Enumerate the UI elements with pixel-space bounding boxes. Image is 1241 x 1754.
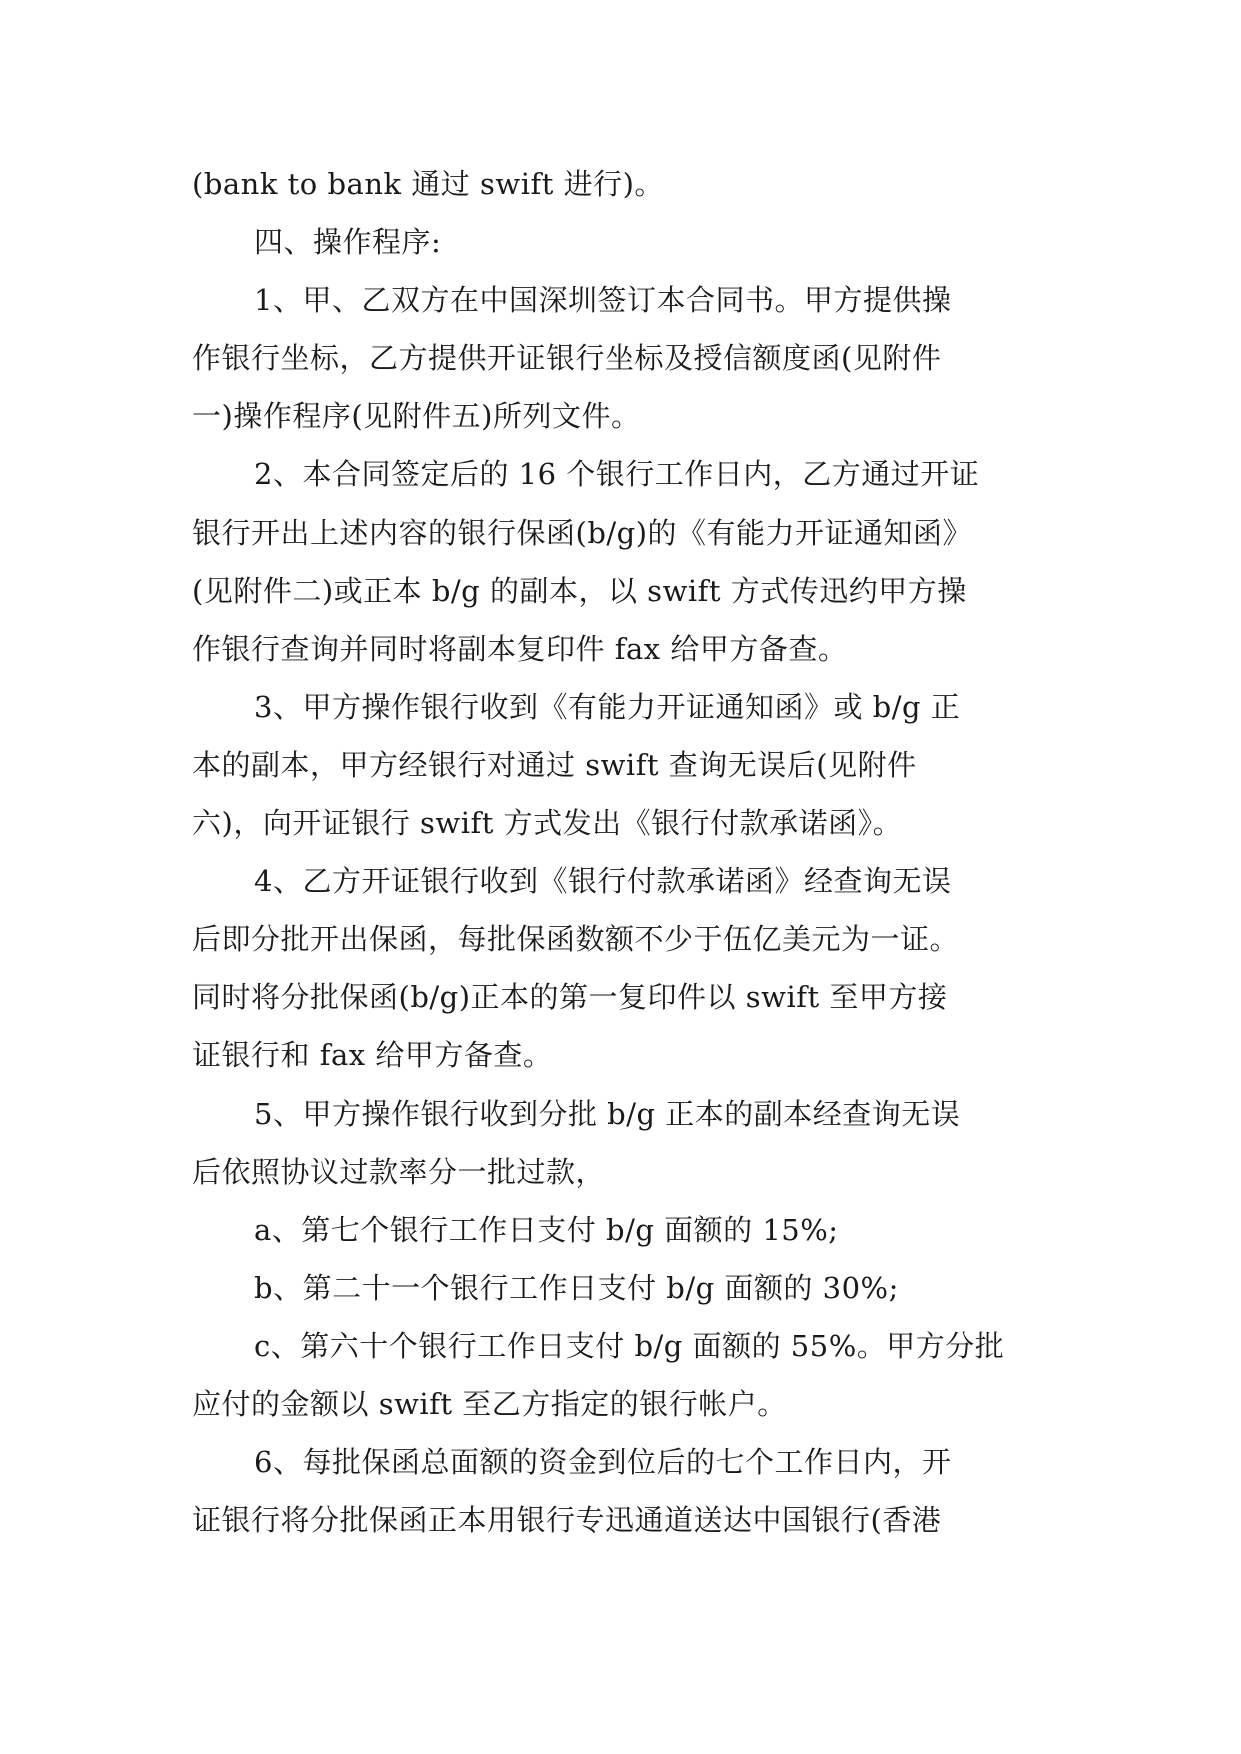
text-line: (见附件二)或正本 b/g 的副本，以 swift 方式传迅约甲方操	[192, 573, 967, 608]
text-line: 银行开出上述内容的银行保函(b/g)的《有能力开证通知函》	[192, 515, 973, 550]
text-line: 3、甲方操作银行收到《有能力开证通知函》或 b/g 正	[254, 689, 961, 724]
text-line: 5、甲方操作银行收到分批 b/g 正本的副本经查询无误	[254, 1096, 961, 1131]
text-line: 1、甲、乙双方在中国深圳签订本合同书。甲方提供操	[254, 283, 952, 318]
document-body	[192, 155, 1052, 1549]
text-line: a、第七个银行工作日支付 b/g 面额的 15%;	[254, 1212, 839, 1247]
text-line: 6、每批保函总面额的资金到位后的七个工作日内，开	[254, 1445, 952, 1480]
text-line: b、第二十一个银行工作日支付 b/g 面额的 30%;	[254, 1270, 899, 1305]
text-line: 本的副本，甲方经银行对通过 swift 查询无误后(见附件	[192, 747, 917, 782]
text-line: 作银行坐标，乙方提供开证银行坐标及授信额度函(见附件	[192, 341, 942, 376]
text-line: 证银行将分批保函正本用银行专迅通道送达中国银行(香港	[192, 1503, 942, 1538]
text-line: 作银行查询并同时将副本复印件 fax 给甲方备查。	[192, 631, 848, 666]
text-line: c、第六十个银行工作日支付 b/g 面额的 55%。甲方分批	[254, 1328, 1005, 1363]
text-line: 4、乙方开证银行收到《银行付款承诺函》经查询无误	[254, 864, 952, 899]
text-line: 一)操作程序(见附件五)所列文件。	[192, 399, 641, 434]
text-line: 六)，向开证银行 swift 方式发出《银行付款承诺函》。	[192, 806, 903, 841]
text-line: 应付的金额以 swift 至乙方指定的银行帐户。	[192, 1386, 787, 1421]
text-line: 后即分批开出保函，每批保函数额不少于伍亿美元为一证。	[192, 922, 960, 957]
text-line: 后依照协议过款率分一批过款，	[192, 1154, 606, 1189]
text-line: 证银行和 fax 给甲方备查。	[192, 1038, 553, 1073]
text-line: 2、本合同签定后的 16 个银行工作日内，乙方通过开证	[254, 457, 980, 492]
text-line: (bank to bank 通过 swift 进行)。	[192, 167, 664, 201]
text-line: 四、操作程序:	[254, 225, 442, 260]
text-line: 同时将分批保函(b/g)正本的第一复印件以 swift 至甲方接	[192, 980, 948, 1015]
